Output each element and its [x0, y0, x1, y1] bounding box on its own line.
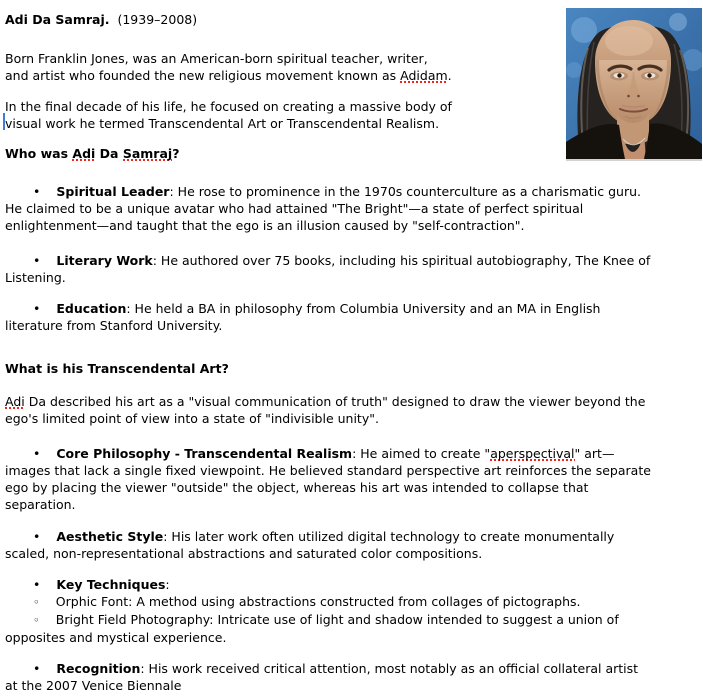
text-segment: : He held a BA in philosophy from Columbia University and an MA in English	[126, 301, 601, 316]
bullet-label: Literary Work	[56, 253, 153, 268]
text-line: literature from Stanford University.	[5, 318, 223, 333]
bullet-icon: •	[33, 184, 41, 199]
bullet-icon: •	[33, 577, 41, 592]
text-line: He claimed to be a unique avatar who had attained "The Bright"—a state of perfect spiritual	[5, 201, 584, 216]
title-dates: (1939–2008)	[109, 12, 198, 27]
text-line	[5, 528, 703, 545]
text-line: scaled, non-representational abstractions and saturated color compositions.	[5, 546, 483, 561]
text-segment: Orphic Font: A method using abstractions constructed from collages of pictographs.	[55, 594, 581, 609]
text-line: ego by placing the viewer "outside" the object, whereas his art was intended to collapse that	[5, 480, 589, 495]
bullet-icon: •	[33, 661, 41, 676]
bullet-literary-work	[5, 252, 703, 286]
misspelled-word: Adi	[5, 394, 25, 409]
text-line	[5, 393, 703, 410]
title-name: Adi Da Samraj.	[5, 12, 110, 27]
text-line	[5, 576, 703, 593]
bullet-icon: •	[33, 253, 41, 268]
sub-bullet-icon: ◦	[33, 613, 40, 627]
text-line: Listening.	[5, 270, 66, 285]
sub-bullet-icon: ◦	[33, 595, 40, 609]
misspelled-word: Adidam	[400, 68, 448, 83]
text-line: enlightenment—and taught that the ego is an illusion caused by "self-contraction".	[5, 218, 525, 233]
bullet-recognition	[5, 660, 703, 694]
bullet-label: Key Techniques	[56, 577, 166, 592]
text-line: images that lack a single fixed viewpoint. He believed standard perspective art reinforces the separate	[5, 463, 651, 478]
bullet-key-techniques	[5, 576, 703, 593]
text-segment: : His work received critical attention, most notably as an official collateral artist	[140, 661, 639, 676]
bullet-icon: •	[33, 446, 41, 461]
portrait-illustration	[566, 8, 702, 159]
text-segment: Bright Field Photography: Intricate use of light and shadow intended to suggest a union of	[55, 612, 619, 627]
misspelled-word: Adi	[72, 146, 96, 161]
bullet-label: Spiritual Leader	[56, 184, 170, 199]
bullet-aesthetic-style	[5, 528, 703, 562]
text-line: In the final decade of his life, he focused on creating a massive body of	[5, 99, 452, 114]
bullet-icon: •	[33, 301, 41, 316]
text-line	[5, 183, 703, 200]
text-line: What is his Transcendental Art?	[5, 361, 229, 376]
text-line: ego's limited point of view into a state of "indivisible unity".	[5, 411, 379, 426]
text-line: separation.	[5, 497, 76, 512]
text-segment: Da	[95, 146, 123, 161]
text-segment: .	[447, 68, 452, 83]
text-line: opposites and mystical experience.	[5, 630, 227, 645]
text-segment: and artist who founded the new religious movement known as	[5, 68, 401, 83]
misspelled-word: aperspectival	[490, 446, 575, 461]
text-line	[5, 660, 703, 677]
art-description-paragraph	[5, 393, 703, 427]
text-segment: : He authored over 75 books, including his spiritual autobiography, The Knee of	[152, 253, 651, 268]
text-cursor	[3, 113, 5, 130]
text-segment: Who was	[5, 146, 73, 161]
section-heading-art	[5, 360, 703, 377]
text-segment: ?	[172, 146, 180, 161]
portrait-photo[interactable]	[566, 8, 702, 159]
text-line: Born Franklin Jones, was an American-born spiritual teacher, writer,	[5, 51, 428, 66]
bullet-core-philosophy	[5, 445, 703, 513]
sub-bullet-bright-field	[5, 611, 703, 646]
text-line	[5, 300, 703, 317]
misspelled-word: Samraj	[122, 146, 173, 161]
text-line: visual work he termed Transcendental Art or Transcendental Realism.	[5, 116, 440, 131]
bullet-label: Recognition	[56, 661, 141, 676]
bullet-education	[5, 300, 703, 334]
text-segment: Da described his art as a "visual communication of truth" designed to draw the viewer beyond the	[24, 394, 646, 409]
text-line	[5, 445, 703, 462]
text-segment: :	[165, 577, 170, 592]
text-segment: : He rose to prominence in the 1970s counterculture as a charismatic guru.	[169, 184, 642, 199]
bullet-label: Education	[56, 301, 127, 316]
bullet-spiritual-leader	[5, 183, 703, 234]
bullet-label: Core Philosophy - Transcendental Realism	[56, 446, 353, 461]
text-line: at the 2007 Venice Biennale	[5, 678, 182, 693]
text-line	[5, 611, 703, 629]
text-segment: : He aimed to create "	[352, 446, 491, 461]
bullet-icon: •	[33, 529, 41, 544]
text-line	[5, 252, 703, 269]
text-segment: : His later work often utilized digital technology to create monumentally	[163, 529, 615, 544]
bullet-label: Aesthetic Style	[56, 529, 164, 544]
sub-bullet-orphic-font	[5, 593, 703, 611]
text-segment: " art—	[574, 446, 615, 461]
text-line	[5, 593, 703, 611]
